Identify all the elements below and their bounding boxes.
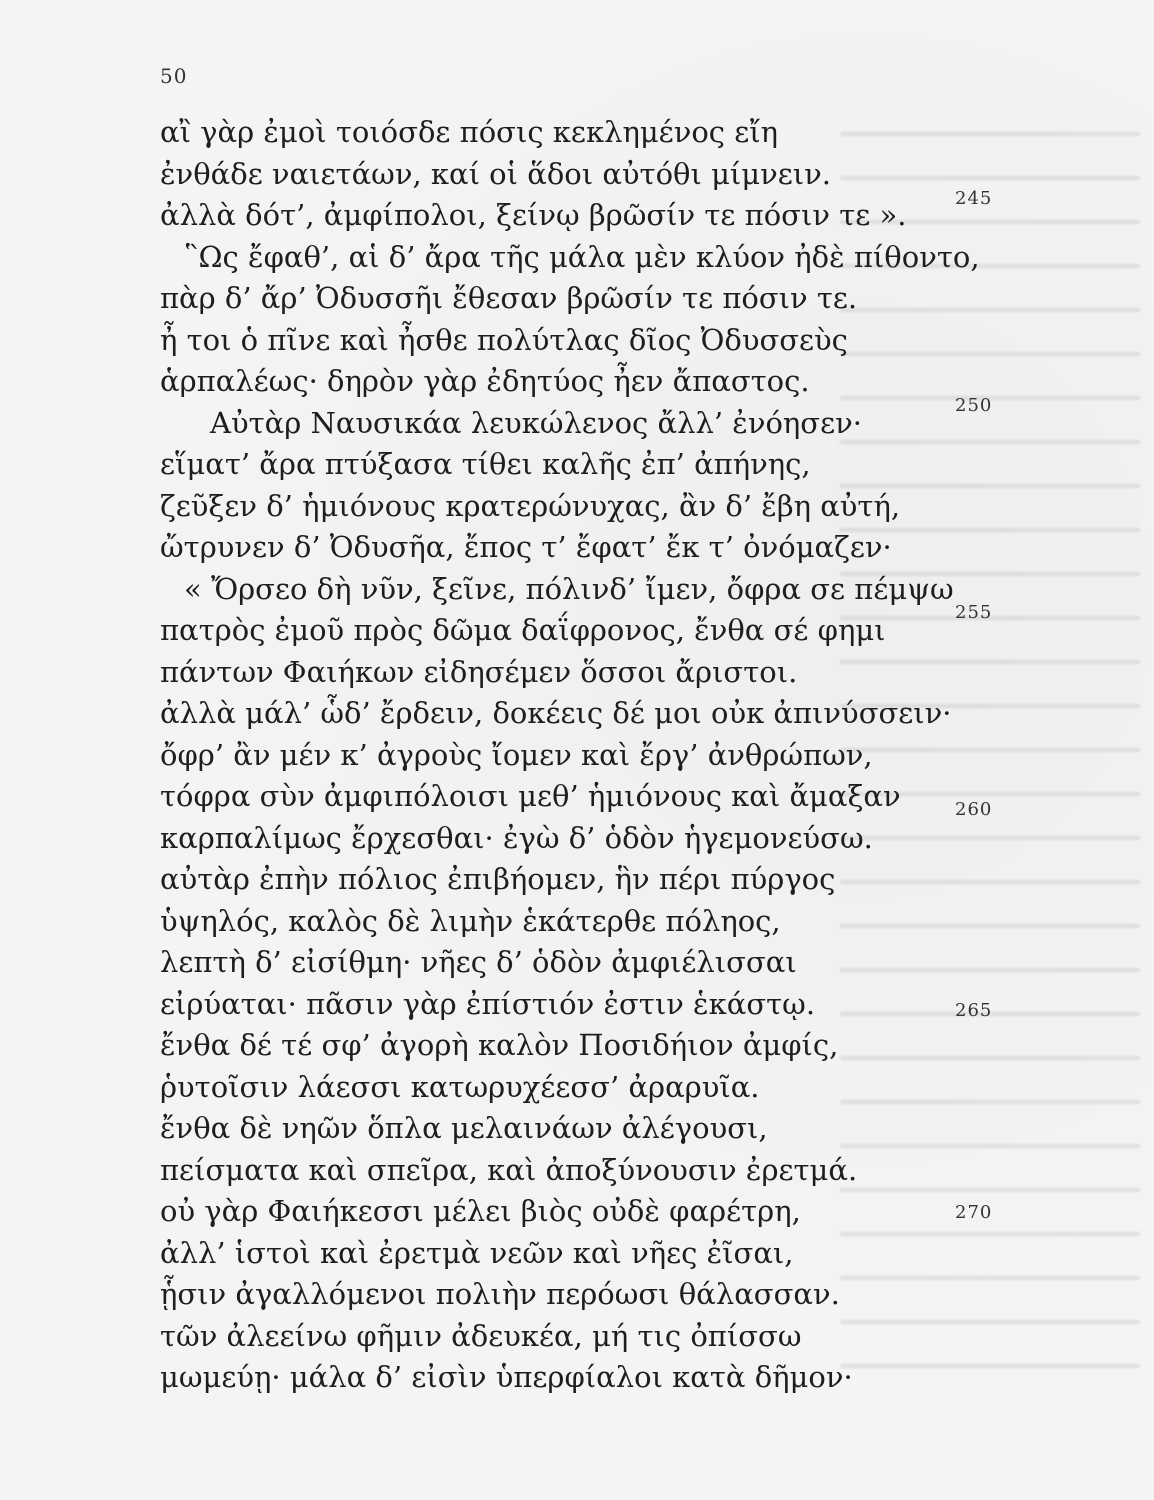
verse-line: ἐνθάδε ναιετάων, καί οἱ ἅδοι αὐτόθι μίμνειν. (160, 156, 832, 191)
verse-line: ὑψηλός, καλὸς δὲ λιμὴν ἑκάτερθε πόληος, (160, 903, 781, 938)
verse-line: εἵματ’ ἄρα πτύξασα τίθει καλῆς ἐπ’ ἀπήνης, (160, 447, 811, 481)
page-number: 50 (160, 64, 188, 88)
verse-line: ῥυτοῖσιν λάεσσι κατωρυχέεσσ’ ἀραρυῖα. (160, 1069, 760, 1104)
verse-line: εἰρύαται· πᾶσιν γὰρ ἐπίστιόν ἐστιν ἑκάστῳ. (160, 986, 816, 1021)
line-number: 255 (955, 602, 993, 623)
line-number: 270 (955, 1202, 993, 1223)
verse-line: ἀλλὰ μάλ’ ὧδ’ ἔρδειν, δοκέεις δέ μοι οὐκ ἀπινύσσειν· (160, 696, 952, 730)
verse-line: ζεῦξεν δ’ ἡμιόνους κρατερώνυχας, ἂν δ’ ἔβη αὐτή, (160, 488, 901, 523)
verse-line: ἔνθα δέ τέ σφ’ ἀγορὴ καλὸν Ποσιδήιον ἀμφίς, (160, 1028, 839, 1062)
verse-line: ἦ τοι ὁ πῖνε καὶ ἦσθε πολύτλας δῖος Ὀδυσσεὺς (160, 322, 848, 357)
verse-line: μωμεύῃ· μάλα δ’ εἰσὶν ὑπερφίαλοι κατὰ δῆμον· (160, 1360, 853, 1394)
verse-line: « Ὄρσεο δὴ νῦν, ξεῖνε, πόλινδ’ ἴμεν, ὄφρα σε πέμψω (184, 571, 954, 606)
verse-line: τόφρα σὺν ἀμφιπόλοισι μεθ’ ἡμιόνους καὶ ἄμαξαν (160, 779, 901, 813)
verse-line: πὰρ δ’ ἄρ’ Ὀδυσσῆι ἔθεσαν βρῶσίν τε πόσιν τε. (160, 281, 858, 315)
verse-line: καρπαλίμως ἔρχεσθαι· ἐγὼ δ’ ὁδὸν ἡγεμονεύσω. (160, 820, 873, 855)
verse-line: ἀλλ’ ἱστοὶ καὶ ἐρετμὰ νεῶν καὶ νῆες ἐῖσαι, (160, 1235, 794, 1270)
verse-line: τῶν ἀλεείνω φῆμιν ἀδευκέα, μή τις ὀπίσσω (160, 1318, 802, 1353)
verse-line: Αὐτὰρ Ναυσικάα λευκώλενος ἄλλ’ ἐνόησεν· (210, 405, 862, 440)
verse-line: ἁρπαλέως· δηρὸν γὰρ ἐδητύος ἦεν ἄπαστος. (160, 364, 810, 398)
line-number: 245 (955, 188, 993, 209)
verse-line: πατρὸς ἐμοῦ πρὸς δῶμα δαΐφρονος, ἔνθα σέ φημι (160, 613, 886, 647)
verse-line: πείσματα καὶ σπεῖρα, καὶ ἀποξύνουσιν ἐρετμά. (160, 1152, 858, 1187)
verse-line: ἔνθα δὲ νηῶν ὅπλα μελαινάων ἀλέγουσι, (160, 1111, 768, 1145)
verse-line: ὄφρ’ ἂν μέν κ’ ἀγροὺς ἴομεν καὶ ἔργ’ ἀνθρώπων, (160, 737, 873, 772)
verse-line: αἲ γὰρ ἐμοὶ τοιόσδε πόσις κεκλημένος εἴη (160, 115, 779, 149)
verse-line: ῝Ως ἔφαθ’, αἱ δ’ ἄρα τῆς μάλα μὲν κλύον ἠδὲ πίθοντο, (184, 239, 980, 274)
verse-line: οὐ γὰρ Φαιήκεσσι μέλει βιὸς οὐδὲ φαρέτρη, (160, 1194, 801, 1228)
verse-line: λεπτὴ δ’ εἰσίθμη· νῆες δ’ ὁδὸν ἀμφιέλισσαι (160, 945, 797, 979)
line-number: 250 (955, 395, 993, 416)
verse-line: ἀλλὰ δότ’, ἀμφίπολοι, ξείνῳ βρῶσίν τε πόσιν τε ». (160, 198, 907, 232)
line-number: 265 (955, 1000, 993, 1021)
verse-line: πάντων Φαιήκων εἰδησέμεν ὅσσοι ἄριστοι. (160, 654, 798, 689)
verse-line: αὐτὰρ ἐπὴν πόλιος ἐπιβήομεν, ἣν πέρι πύργος (160, 862, 836, 896)
line-number: 260 (955, 799, 993, 820)
verse-line: ᾗσιν ἀγαλλόμενοι πολιὴν περόωσι θάλασσαν. (160, 1277, 840, 1311)
verse-line: ὤτρυνεν δ’ Ὀδυσῆα, ἔπος τ’ ἔφατ’ ἔκ τ’ ὀνόμαζεν· (160, 530, 892, 564)
